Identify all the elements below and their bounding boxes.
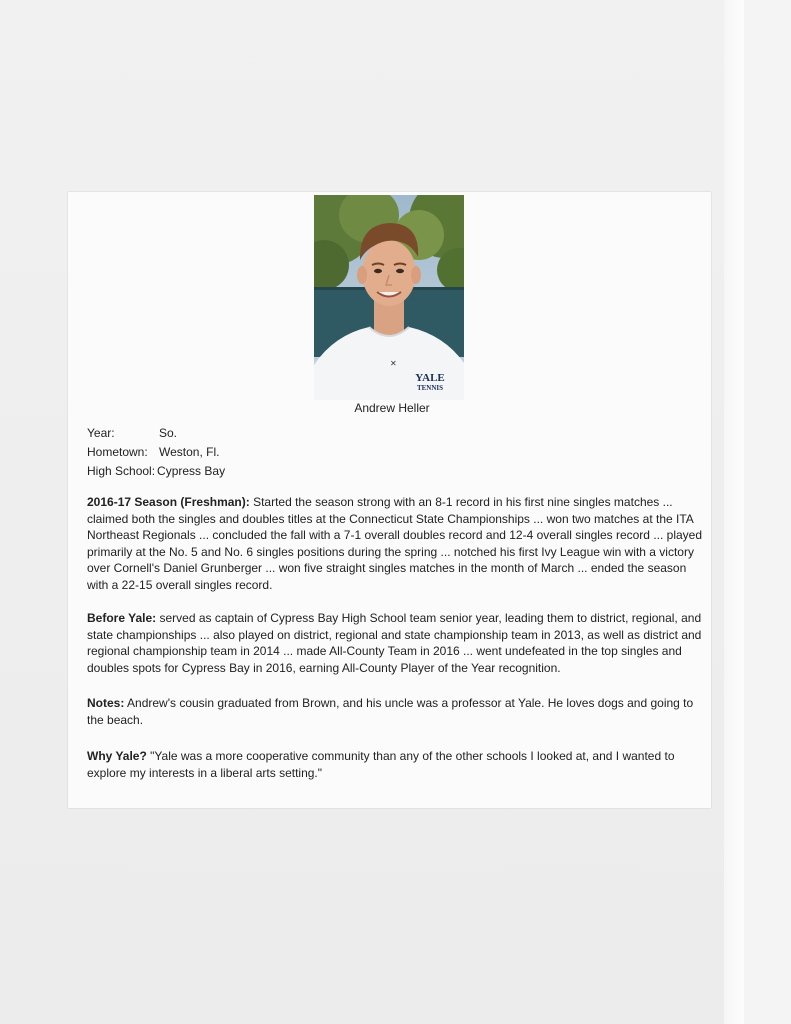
why-yale-heading: Why Yale? [87, 749, 147, 763]
highschool-label: High School: [87, 464, 156, 478]
season-heading: 2016-17 Season (Freshman): [87, 495, 250, 509]
hometown-value: Weston, Fl. [159, 445, 220, 459]
player-name-caption: Andrew Heller [354, 401, 430, 415]
shirt-text [410, 373, 450, 393]
notes-text: Andrew's cousin graduated from Brown, and his uncle was a professor at Yale. He loves dogs and going to the beach. [87, 696, 694, 727]
before-yale-paragraph [87, 610, 702, 676]
scan-margin [744, 0, 791, 1024]
year-value: So. [159, 426, 178, 440]
year-label: Year: [87, 426, 115, 440]
shirt-text-tennis: TENNIS [416, 384, 444, 392]
player-photo [314, 195, 464, 400]
year-row [87, 424, 225, 443]
notes-heading: Notes: [87, 696, 125, 710]
hometown-row [87, 443, 225, 462]
season-text: Started the season strong with an 8-1 record in his first nine singles matches ... claimed both the singles and doubles titles at the Connecticut State Championships ... won two matches at the ITA Northeast Regionals ... concluded the fall with a 7-1 overall doubles record and 12-4 overall singles record ... played primarily at the No. 5 and No. 6 singles positions during the spring ... notched his first Ivy League win with a victory over Cornell's Daniel Grunberger ... won five straight singles matches in the month of March ... ended the season with a 22-15 overall singles record. [87, 495, 703, 592]
before-yale-heading: Before Yale: [87, 611, 157, 625]
highschool-value: Cypress Bay [157, 464, 226, 478]
hometown-label: Hometown: [87, 445, 148, 459]
svg-text:✕: ✕ [390, 359, 397, 368]
scan-edge [724, 0, 744, 1024]
shirt-text-yale: YALE [415, 372, 445, 384]
before-yale-text: served as captain of Cypress Bay High School team senior year, leading them to district, regional, and state championships ... also played on district, regional and state championship team in 2013, as well as district and regional championship team in 2014 ... made All-County Team in 2016 ... went undefeated in the top singles and doubles spots for Cypress Bay in 2016, earning All-County Player of the Year recognition. [87, 611, 702, 675]
notes-paragraph [87, 695, 702, 728]
highschool-row [87, 462, 225, 481]
season-paragraph [87, 494, 702, 593]
why-yale-text: "Yale was a more cooperative community than any of the other schools I looked at, and I wanted to explore my interests in a liberal arts setting." [87, 749, 675, 780]
why-yale-paragraph [87, 748, 702, 781]
player-info [87, 424, 225, 481]
